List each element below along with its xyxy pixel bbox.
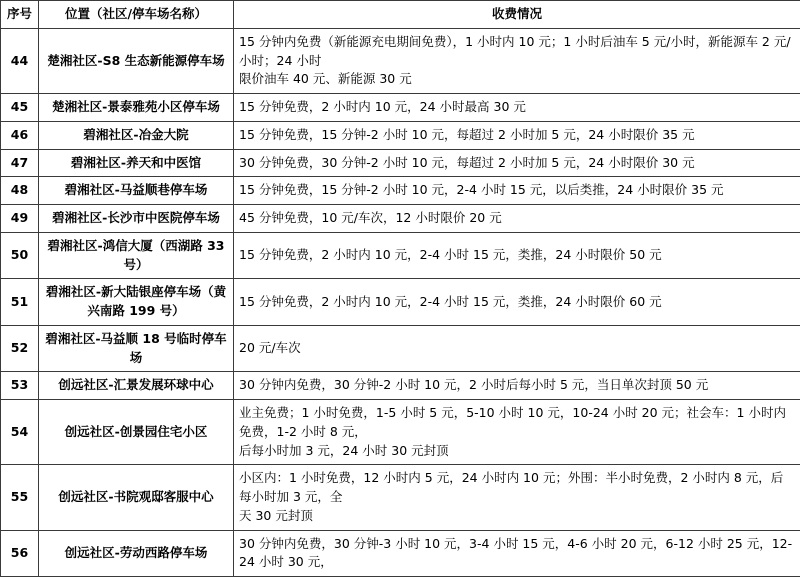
fee-details-cell xyxy=(234,149,800,177)
parking-location-cell: 楚湘社区-景泰雅苑小区停车场 xyxy=(39,94,234,122)
table-header-row xyxy=(1,1,800,29)
fee-line: 20 元/车次 xyxy=(239,339,795,358)
fee-details-cell xyxy=(234,28,800,93)
fee-line: 后每小时加 3 元，24 小时 30 元封顶 xyxy=(239,442,795,461)
table-row xyxy=(1,177,800,205)
table-row xyxy=(1,232,800,279)
fee-details-cell xyxy=(234,205,800,233)
parking-location-cell: 创远社区-劳动西路停车场 xyxy=(39,530,234,577)
parking-location-cell: 楚湘社区-S8 生态新能源停车场 xyxy=(39,28,234,93)
fee-details-cell xyxy=(234,465,800,530)
fee-details-cell xyxy=(234,372,800,400)
fee-details-cell xyxy=(234,94,800,122)
table-row xyxy=(1,325,800,372)
fee-details-cell xyxy=(234,232,800,279)
row-index-cell: 55 xyxy=(1,465,39,530)
fee-line: 30 分钟内免费，30 分钟-3 小时 10 元，3-4 小时 15 元，4-6 小时 20 元，6-12 小时 25 元，12-24 小时 30 元， xyxy=(239,535,795,573)
fee-line: 15 分钟免费，2 小时内 10 元，24 小时最高 30 元 xyxy=(239,98,795,117)
parking-location-cell: 碧湘社区-马益顺 18 号临时停车场 xyxy=(39,325,234,372)
fee-line: 15 分钟免费，2 小时内 10 元，2-4 小时 15 元，类推，24 小时限价 50 元 xyxy=(239,246,795,265)
fee-line: 15 分钟免费，15 分钟-2 小时 10 元，每超过 2 小时加 5 元，24 小时限价 35 元 xyxy=(239,126,795,145)
parking-location-cell: 碧湘社区-养天和中医馆 xyxy=(39,149,234,177)
table-header xyxy=(1,1,800,29)
fee-line: 30 分钟内免费，30 分钟-2 小时 10 元，2 小时后每小时 5 元，当日单次封顶 50 元 xyxy=(239,376,795,395)
row-index-cell: 45 xyxy=(1,94,39,122)
fee-line: 30 分钟免费，30 分钟-2 小时 10 元，每超过 2 小时加 5 元，24 小时限价 30 元 xyxy=(239,154,795,173)
row-index-cell: 46 xyxy=(1,121,39,149)
fee-line: 15 分钟内免费（新能源充电期间免费），1 小时内 10 元；1 小时后油车 5 元/小时，新能源车 2 元/小时；24 小时 xyxy=(239,33,795,71)
fee-details-cell xyxy=(234,400,800,465)
row-index-cell: 54 xyxy=(1,400,39,465)
row-index-cell: 49 xyxy=(1,205,39,233)
parking-location-cell: 碧湘社区-鸿信大厦（西湖路 33 号） xyxy=(39,232,234,279)
fee-line: 天 30 元封顶 xyxy=(239,507,795,526)
table-body xyxy=(1,28,800,576)
parking-location-cell: 碧湘社区-新大陆银座停车场（黄兴南路 199 号） xyxy=(39,279,234,326)
table-row xyxy=(1,530,800,577)
fee-details-cell xyxy=(234,325,800,372)
row-index-cell: 48 xyxy=(1,177,39,205)
fee-line: 15 分钟免费，15 分钟-2 小时 10 元，2-4 小时 15 元，以后类推，24 小时限价 35 元 xyxy=(239,181,795,200)
row-index-cell: 44 xyxy=(1,28,39,93)
parking-location-cell: 碧湘社区-冶金大院 xyxy=(39,121,234,149)
parking-location-cell: 创远社区-书院观邸客服中心 xyxy=(39,465,234,530)
table-row xyxy=(1,28,800,93)
fee-details-cell xyxy=(234,530,800,577)
table-row xyxy=(1,205,800,233)
table-row xyxy=(1,94,800,122)
fee-details-cell xyxy=(234,279,800,326)
parking-location-cell: 碧湘社区-长沙市中医院停车场 xyxy=(39,205,234,233)
row-index-cell: 51 xyxy=(1,279,39,326)
fee-line: 小区内：1 小时免费，12 小时内 5 元，24 小时内 10 元；外围：半小时免费，2 小时内 8 元，后每小时加 3 元，全 xyxy=(239,469,795,507)
fee-line: 15 分钟免费，2 小时内 10 元，2-4 小时 15 元，类推，24 小时限价 60 元 xyxy=(239,293,795,312)
row-index-cell: 50 xyxy=(1,232,39,279)
fee-line: 业主免费；1 小时免费，1-5 小时 5 元，5-10 小时 10 元，10-24 小时 20 元；社会车：1 小时内免费，1-2 小时 8 元， xyxy=(239,404,795,442)
parking-location-cell: 碧湘社区-马益顺巷停车场 xyxy=(39,177,234,205)
parking-location-cell: 创远社区-创景园住宅小区 xyxy=(39,400,234,465)
table-row xyxy=(1,465,800,530)
row-index-cell: 52 xyxy=(1,325,39,372)
parking-location-cell: 创远社区-汇景发展环球中心 xyxy=(39,372,234,400)
table-row xyxy=(1,372,800,400)
row-index-cell: 47 xyxy=(1,149,39,177)
fee-line: 限价油车 40 元、新能源 30 元 xyxy=(239,70,795,89)
column-header-fee: 收费情况 xyxy=(234,1,800,29)
column-header-name: 位置（社区/停车场名称） xyxy=(39,1,234,29)
table-row xyxy=(1,400,800,465)
fee-details-cell xyxy=(234,121,800,149)
table-row xyxy=(1,149,800,177)
table-row xyxy=(1,279,800,326)
row-index-cell: 53 xyxy=(1,372,39,400)
column-header-index: 序号 xyxy=(1,1,39,29)
fee-line: 45 分钟免费，10 元/车次，12 小时限价 20 元 xyxy=(239,209,795,228)
row-index-cell: 56 xyxy=(1,530,39,577)
fee-details-cell xyxy=(234,177,800,205)
table-row xyxy=(1,121,800,149)
